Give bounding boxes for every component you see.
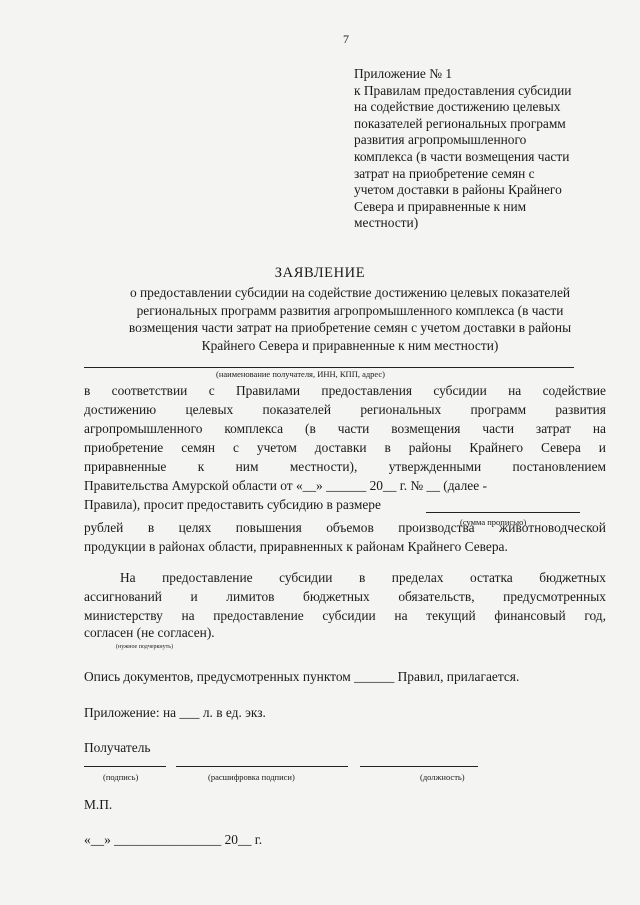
word: бюджетных — [303, 589, 370, 604]
word: объемов — [326, 520, 374, 535]
word: животноводческой — [499, 520, 606, 535]
recipient-field-line[interactable] — [84, 367, 574, 368]
word: субсидии — [322, 608, 376, 623]
word: целевых — [185, 402, 234, 417]
subtitle-line: о предоставлении субсидии на содействие достижению целевых показателей — [129, 285, 571, 300]
annex-line: на содействие достижению целевых — [354, 99, 561, 115]
annex-line: учетом доставки в районы Крайнего — [354, 182, 562, 198]
para1-line-9: продукции в районах области, приравненных к районам Крайнего Севера. — [84, 539, 508, 554]
annex-line: затрат на приобретение семян с — [354, 165, 535, 181]
para2-line-4: согласен (не согласен). — [84, 625, 215, 640]
word: ассигнований — [84, 589, 162, 604]
annex-line: комплекса (в части возмещения части — [354, 148, 570, 164]
word: в — [384, 440, 391, 455]
word: с — [232, 440, 239, 455]
word: к — [197, 459, 205, 474]
para1-line-6: Правительства Амурской области от «__» ______ 20__ г. № __ (далее - — [84, 478, 487, 493]
sum-caption: (сумма прописью) — [460, 517, 527, 527]
annex-line: Севера и приравненные к ним — [354, 198, 527, 214]
word: программ — [470, 402, 527, 417]
word: ним — [235, 459, 259, 474]
para2-note: (нужное подчеркнуть) — [116, 644, 173, 650]
signature-caption: (подпись) — [103, 772, 139, 782]
para1-line-4 — [84, 440, 606, 456]
word: финансовый — [494, 608, 566, 623]
word: региональных — [360, 402, 442, 417]
position-field-line[interactable] — [360, 766, 478, 767]
word: развития — [555, 402, 606, 417]
word: приравненные — [84, 459, 167, 474]
word: обязательств, — [398, 589, 475, 604]
annex-line: Приложение № 1 — [354, 66, 453, 81]
para1-line-1 — [84, 383, 606, 399]
word: На — [120, 570, 136, 585]
word: агропромышленного — [84, 421, 203, 436]
word: и — [190, 589, 198, 604]
word: предоставление — [162, 570, 253, 585]
subtitle-line: Крайнего Севера и приравненные к ним местности) — [201, 337, 499, 353]
word: (в — [305, 421, 316, 436]
word: показателей — [262, 402, 332, 417]
word: предоставления — [321, 383, 413, 398]
annex-line: к Правилам предоставления субсидии — [354, 82, 572, 98]
recipient-label: Получатель — [84, 740, 151, 755]
position-caption: (должность) — [420, 772, 465, 782]
word: достижению — [84, 402, 157, 417]
annex-header — [354, 66, 614, 232]
word: Правилами — [235, 383, 301, 398]
signature-field-line[interactable] — [84, 766, 166, 767]
word: содействие — [542, 383, 606, 398]
word: субсидии — [433, 383, 487, 398]
word: в — [358, 570, 366, 585]
para1-line-8 — [84, 520, 606, 536]
word: возмещения — [391, 421, 461, 436]
word: производства — [398, 520, 475, 535]
word: приобретение — [84, 440, 164, 455]
word: Севера — [540, 440, 581, 455]
word: предоставление — [213, 608, 304, 623]
word: в — [147, 520, 155, 535]
word: семян — [181, 440, 216, 455]
subtitle-line: возмещения части затрат на приобретение семян с учетом доставки в районы — [128, 320, 572, 335]
decoding-caption: (расшифровка подписи) — [208, 772, 295, 782]
word: в — [84, 383, 91, 398]
word: пределах — [391, 570, 444, 585]
word: предусмотренных — [503, 589, 606, 604]
word: бюджетных — [539, 570, 606, 585]
word: рублей — [84, 520, 124, 535]
recipient-caption: (наименование получателя, ИНН, КПП, адрес) — [216, 369, 386, 379]
para1-line-5 — [84, 459, 606, 475]
word: Крайнего — [469, 440, 524, 455]
decoding-field-line[interactable] — [176, 766, 348, 767]
word: местности), — [289, 459, 358, 474]
para1-line-2 — [84, 402, 606, 418]
word: министерству — [84, 608, 163, 623]
para2-line-1 — [120, 570, 606, 586]
word: части — [337, 421, 370, 436]
word: учетом — [256, 440, 297, 455]
date-line: «__» ________________ 20__ г. — [84, 832, 263, 847]
page-number: 7 — [343, 32, 349, 46]
word: субсидии — [279, 570, 333, 585]
attachment-text: Приложение: на ___ л. в ед. экз. — [84, 705, 266, 720]
inventory-text: Опись документов, предусмотренных пунктом ______ Правил, прилагается. — [84, 669, 520, 684]
word: остатка — [470, 570, 513, 585]
para2-line-3 — [84, 608, 606, 624]
word: постановлением — [512, 459, 606, 474]
word: на — [181, 608, 195, 623]
sum-field-line[interactable] — [426, 512, 580, 513]
word: районы — [408, 440, 452, 455]
word: части — [482, 421, 514, 436]
word: соответствии — [111, 383, 188, 398]
word: целях — [178, 520, 212, 535]
word: повышения — [235, 520, 302, 535]
word: лимитов — [226, 589, 275, 604]
word: доставки — [314, 440, 367, 455]
annex-line: развития агропромышленного — [354, 132, 527, 148]
word: комплекса — [224, 421, 284, 436]
document-subtitle — [80, 284, 620, 354]
word: год, — [584, 608, 606, 623]
word: затрат — [535, 421, 571, 436]
word: на — [592, 421, 606, 436]
para1-line-7: Правила), просит предоставить субсидию в размере — [84, 497, 381, 512]
word: текущий — [426, 608, 476, 623]
para2-line-2 — [84, 589, 606, 605]
word: и — [598, 440, 606, 455]
word: на — [508, 383, 522, 398]
subtitle-line: региональных программ развития агропромышленного комплекса (в части — [136, 302, 564, 318]
para1-line-3 — [84, 421, 606, 437]
word: с — [208, 383, 215, 398]
stamp-label: М.П. — [84, 797, 113, 812]
annex-line: местности) — [354, 215, 419, 231]
document-title: ЗАЯВЛЕНИЕ — [274, 265, 366, 281]
word: на — [394, 608, 408, 623]
annex-line: показателей региональных программ — [354, 115, 566, 131]
word: утвержденными — [388, 459, 482, 474]
